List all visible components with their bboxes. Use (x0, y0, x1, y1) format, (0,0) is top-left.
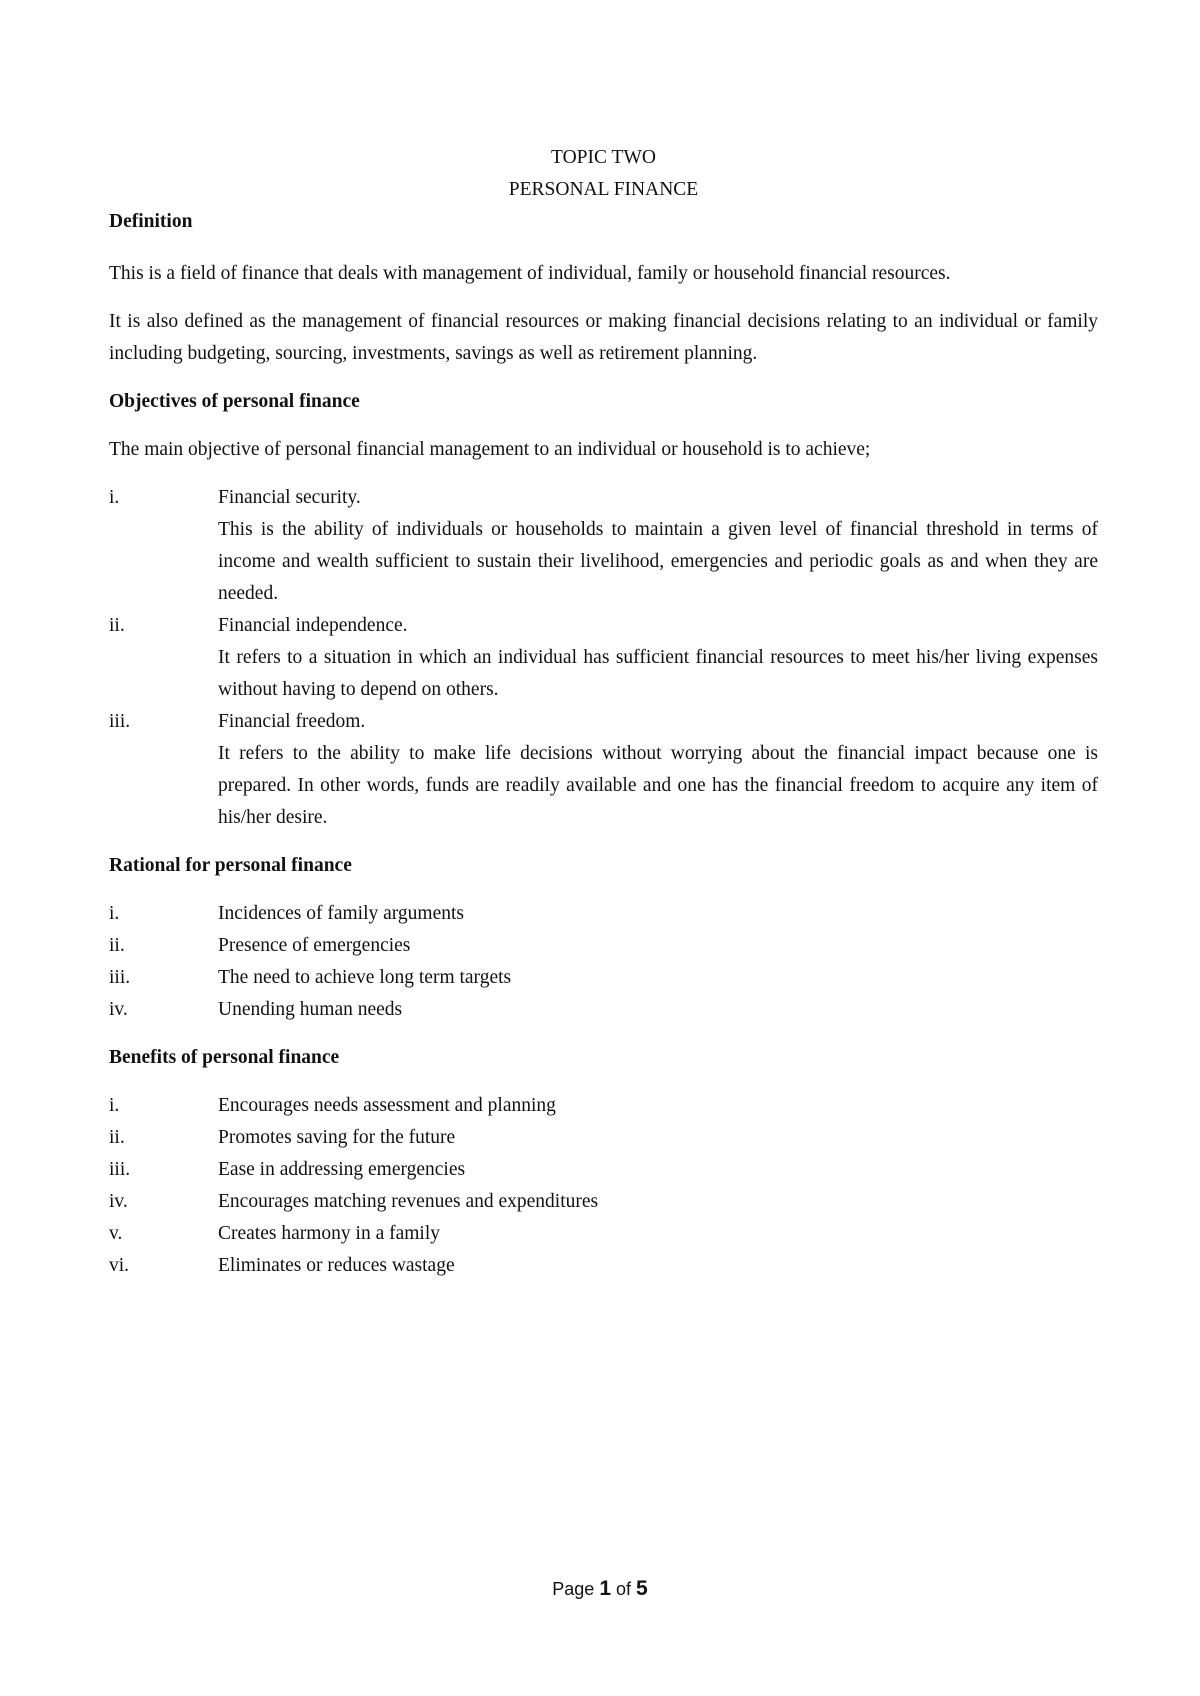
objective-text: It refers to a situation in which an individual has sufficient financial resources to meet his/her living expenses without having to depend on others. (218, 647, 1098, 700)
list-item-text: Ease in addressing emergencies (218, 1159, 466, 1180)
list-item-text: Promotes saving for the future (218, 1127, 456, 1148)
objective-title: Financial freedom. (218, 711, 366, 732)
footer-of-word: of (616, 1579, 632, 1599)
rational-list (109, 898, 1098, 1026)
rational-heading: Rational for personal finance (109, 855, 352, 876)
list-item (109, 1250, 1098, 1282)
objectives-heading: Objectives of personal finance (109, 391, 360, 412)
objective-item (109, 706, 1098, 834)
list-item (109, 1122, 1098, 1154)
page-footer (0, 1577, 1200, 1601)
objective-text: This is the ability of individuals or households to maintain a given level of financial threshold in terms of income and wealth sufficient to sustain their livelihood, emergencies and periodic goals as and when they are needed. (218, 519, 1098, 604)
list-number: iii. (109, 711, 131, 732)
benefits-list (109, 1090, 1098, 1282)
definition-paragraph-2: It is also defined as the management of financial resources or making financial decisions relating to an individual or family including budgeting, sourcing, investments, savings as well as retirement planning. (109, 311, 1098, 364)
objective-item (109, 482, 1098, 610)
title-line-1: TOPIC TWO (551, 147, 656, 168)
list-item (109, 1090, 1098, 1122)
list-number: iv. (109, 999, 128, 1020)
list-item-text: Unending human needs (218, 999, 403, 1020)
list-item (109, 930, 1098, 962)
footer-page-word: Page (552, 1579, 595, 1599)
list-number: i. (109, 487, 120, 508)
list-number: vi. (109, 1255, 130, 1276)
objective-title: Financial security. (218, 487, 361, 508)
list-item-text: Presence of emergencies (218, 935, 411, 956)
objectives-intro: The main objective of personal financial management to an individual or household is to achieve; (109, 439, 871, 460)
list-item-text: Eliminates or reduces wastage (218, 1255, 455, 1276)
list-number: iii. (109, 1159, 131, 1180)
list-item-text: Encourages needs assessment and planning (218, 1095, 556, 1116)
list-number: i. (109, 903, 120, 924)
list-number: ii. (109, 935, 125, 956)
list-number: v. (109, 1223, 123, 1244)
list-item (109, 1154, 1098, 1186)
list-item (109, 962, 1098, 994)
definition-heading: Definition (109, 211, 193, 232)
list-item-text: The need to achieve long term targets (218, 967, 512, 988)
benefits-heading: Benefits of personal finance (109, 1047, 340, 1068)
list-number: iii. (109, 967, 131, 988)
list-item (109, 1186, 1098, 1218)
document-page (109, 142, 1098, 1282)
list-number: i. (109, 1095, 120, 1116)
objective-text: It refers to the ability to make life decisions without worrying about the financial impact because one is prepared. In other words, funds are readily available and one has the financial freedom to acquire any item of his/her desire. (218, 743, 1098, 828)
objective-item (109, 610, 1098, 706)
list-number: ii. (109, 1127, 125, 1148)
title-line-2: PERSONAL FINANCE (508, 179, 699, 200)
list-number: iv. (109, 1191, 128, 1212)
list-item (109, 1218, 1098, 1250)
footer-total-pages: 5 (636, 1577, 648, 1600)
list-item (109, 898, 1098, 930)
list-item (109, 994, 1098, 1026)
list-item-text: Creates harmony in a family (218, 1223, 441, 1244)
list-item-text: Incidences of family arguments (218, 903, 465, 924)
definition-paragraph-1: This is a field of finance that deals with management of individual, family or household financial resources. (109, 263, 951, 284)
list-item-text: Encourages matching revenues and expenditures (218, 1191, 599, 1212)
footer-current-page: 1 (599, 1577, 611, 1600)
objective-title: Financial independence. (218, 615, 408, 636)
list-number: ii. (109, 615, 125, 636)
